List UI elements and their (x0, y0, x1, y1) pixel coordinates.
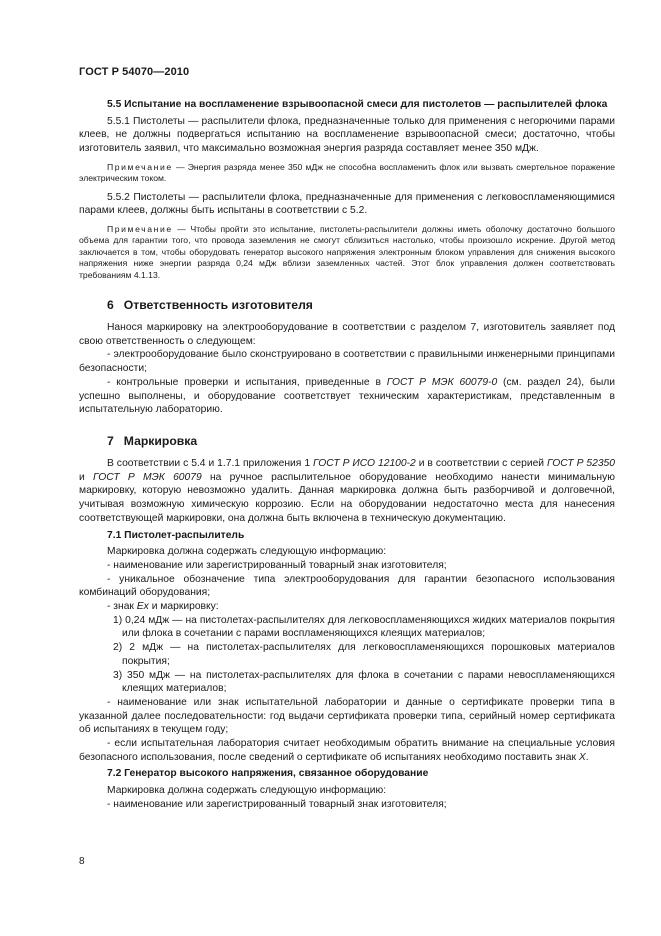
subsection-7-2-intro: Маркировка должна содержать следующую информацию: (107, 785, 387, 797)
page-number: 8 (79, 856, 85, 867)
subsection-7-2-title: 7.2 Генератор высокого напряжения, связанное оборудование (107, 768, 429, 780)
subsection-7-1-intro: Маркировка должна содержать следующую информацию: (107, 546, 387, 558)
standard-reference: ГОСТ Р 52350 (546, 457, 616, 469)
list-item: - наименование или зарегистрированный товарный знак изготовителя; (107, 798, 447, 810)
list-item: - наименование или знак испытательной лаборатории и данные о сертификате проверки типа в указанной далее последовательности: год выдачи сертификата проверки типа, серийный номер сертификата об испытаниях в текущем году; (79, 696, 615, 736)
note-text: — Энергия разряда менее 350 мДж не способна воспламенить флок или вызвать смертельное поражение электрическим током. (79, 161, 615, 184)
ex-mark: Ex (136, 601, 149, 613)
section-number: 7 (107, 433, 114, 448)
list-item: - уникальное обозначение типа электрооборудования для гарантии безопасного использования комбинаций оборудования; (79, 573, 615, 599)
text: и маркировку: (148, 601, 219, 613)
section-title: Ответственность изготовителя (123, 298, 313, 313)
text: - контрольные проверки и испытания, приведенные в (107, 376, 387, 388)
note-2 (79, 224, 615, 281)
page-content (79, 98, 615, 812)
text: на ручное распылительное оборудование необходимо нанести минимальную маркировку, которую невозможно удалить. Данная маркировка должна быть разборчивой и долговечной, учитывая возможную химическую коррозию. Если на оборудовании недостаточно места для нанесения соответствующей маркировки, она должна быть включена в техническую документацию. (79, 471, 615, 524)
document-header: ГОСТ Р 54070—2010 (79, 66, 190, 78)
text: - знак (107, 601, 137, 613)
section-6-heading (107, 298, 615, 312)
section-7-heading (107, 434, 615, 448)
section-6-intro: Нанося маркировку на электрооборудование в соответствии с разделом 7, изготовитель заявляет под свою ответственность о следующем: (79, 322, 615, 347)
subsection-7-1-title: 7.1 Пистолет-распылитель (107, 529, 245, 541)
section-5-5-title: 5.5 Испытание на воспламенение взрывоопасной смеси для пистолетов — распылителей флока (107, 99, 608, 110)
note-text: — Чтобы пройти это испытание, пистолеты-распылители должны иметь оболочку достаточно большого объема для гарантии того, что провода заземления не смогут сблизиться настолько, чтобы произошло искрение. Другой метод заключается в том, чтобы оборудовать генератор высокого напряжения электронным блоком управления для снижения высокого напряжения ниже энергии разряда 0,24 мДж вблизи заземленных частей. Этот блок управления должен соответствовать требованиям 4.1.13. (79, 224, 615, 280)
text: - если испытательная лаборатория считает необходимым обратить внимание на специальные условия безопасного использования, после сведений о сертификате об испытаниях необходимо поставить знак (79, 738, 615, 763)
text: . (585, 751, 589, 763)
standard-reference: ГОСТ Р ИСО 12100-2 (312, 457, 416, 469)
text: В соответствии с 5.4 и 1.7.1 приложения 1 (107, 457, 313, 469)
list-item (79, 600, 615, 614)
text: и в соответствии с серией (415, 457, 547, 469)
text: (см. раздел 24), были успешно выполнены, и оборудование соответствует техническим характеристикам, представленным в испытательную лабораторию. (79, 376, 615, 416)
note-label: Примечание (107, 224, 173, 235)
list-item (79, 376, 615, 417)
section-number: 6 (107, 298, 114, 313)
text: и (79, 471, 94, 483)
numbered-item: 3) 350 мДж — на пистолетах-распылителях для флока в сочетании с парами невоспламеняющихся клеящих материалов; (113, 669, 615, 695)
section-7-intro (79, 457, 615, 526)
note-label: Примечание (107, 161, 173, 172)
list-item (79, 737, 615, 764)
section-title: Маркировка (123, 433, 198, 448)
standard-reference: ГОСТ Р МЭК 60079-0 (386, 376, 498, 388)
list-item: - наименование или зарегистрированный товарный знак изготовителя; (107, 559, 447, 571)
standard-reference: ГОСТ Р МЭК 60079 (93, 471, 202, 483)
paragraph-5-5-1: 5.5.1 Пистолеты — распылители флока, предназначенные только для применения с негорючими парами клеев, не должны подвергаться испытанию на воспламенение взрывоопасной смеси; достаточно, чтобы изготовитель заявил, что максимально возможная энергия разряда составляет менее 350 мДж. (79, 115, 615, 155)
list-item: - электрооборудование было сконструировано в соответствии с правильными инженерными принципами безопасности; (79, 349, 615, 375)
numbered-item: 2) 2 мДж — на пистолетах-распылителях для легковоспламеняющихся порошковых материалов покрытия; (113, 642, 615, 667)
paragraph-5-5-2: 5.5.2 Пистолеты — распылители флока, предназначенные для применения с легковоспламеняющимися парами клеев, должны быть испытаны в соответствии с 5.2. (79, 191, 615, 217)
numbered-item: 1) 0,24 мДж — на пистолетах-распылителях для легковоспламеняющихся жидких материалов покрытия или флока в сочетании с парами воспламеняющихся клеящих материалов; (113, 614, 615, 640)
note-1 (79, 162, 615, 185)
x-mark: X (578, 751, 586, 763)
